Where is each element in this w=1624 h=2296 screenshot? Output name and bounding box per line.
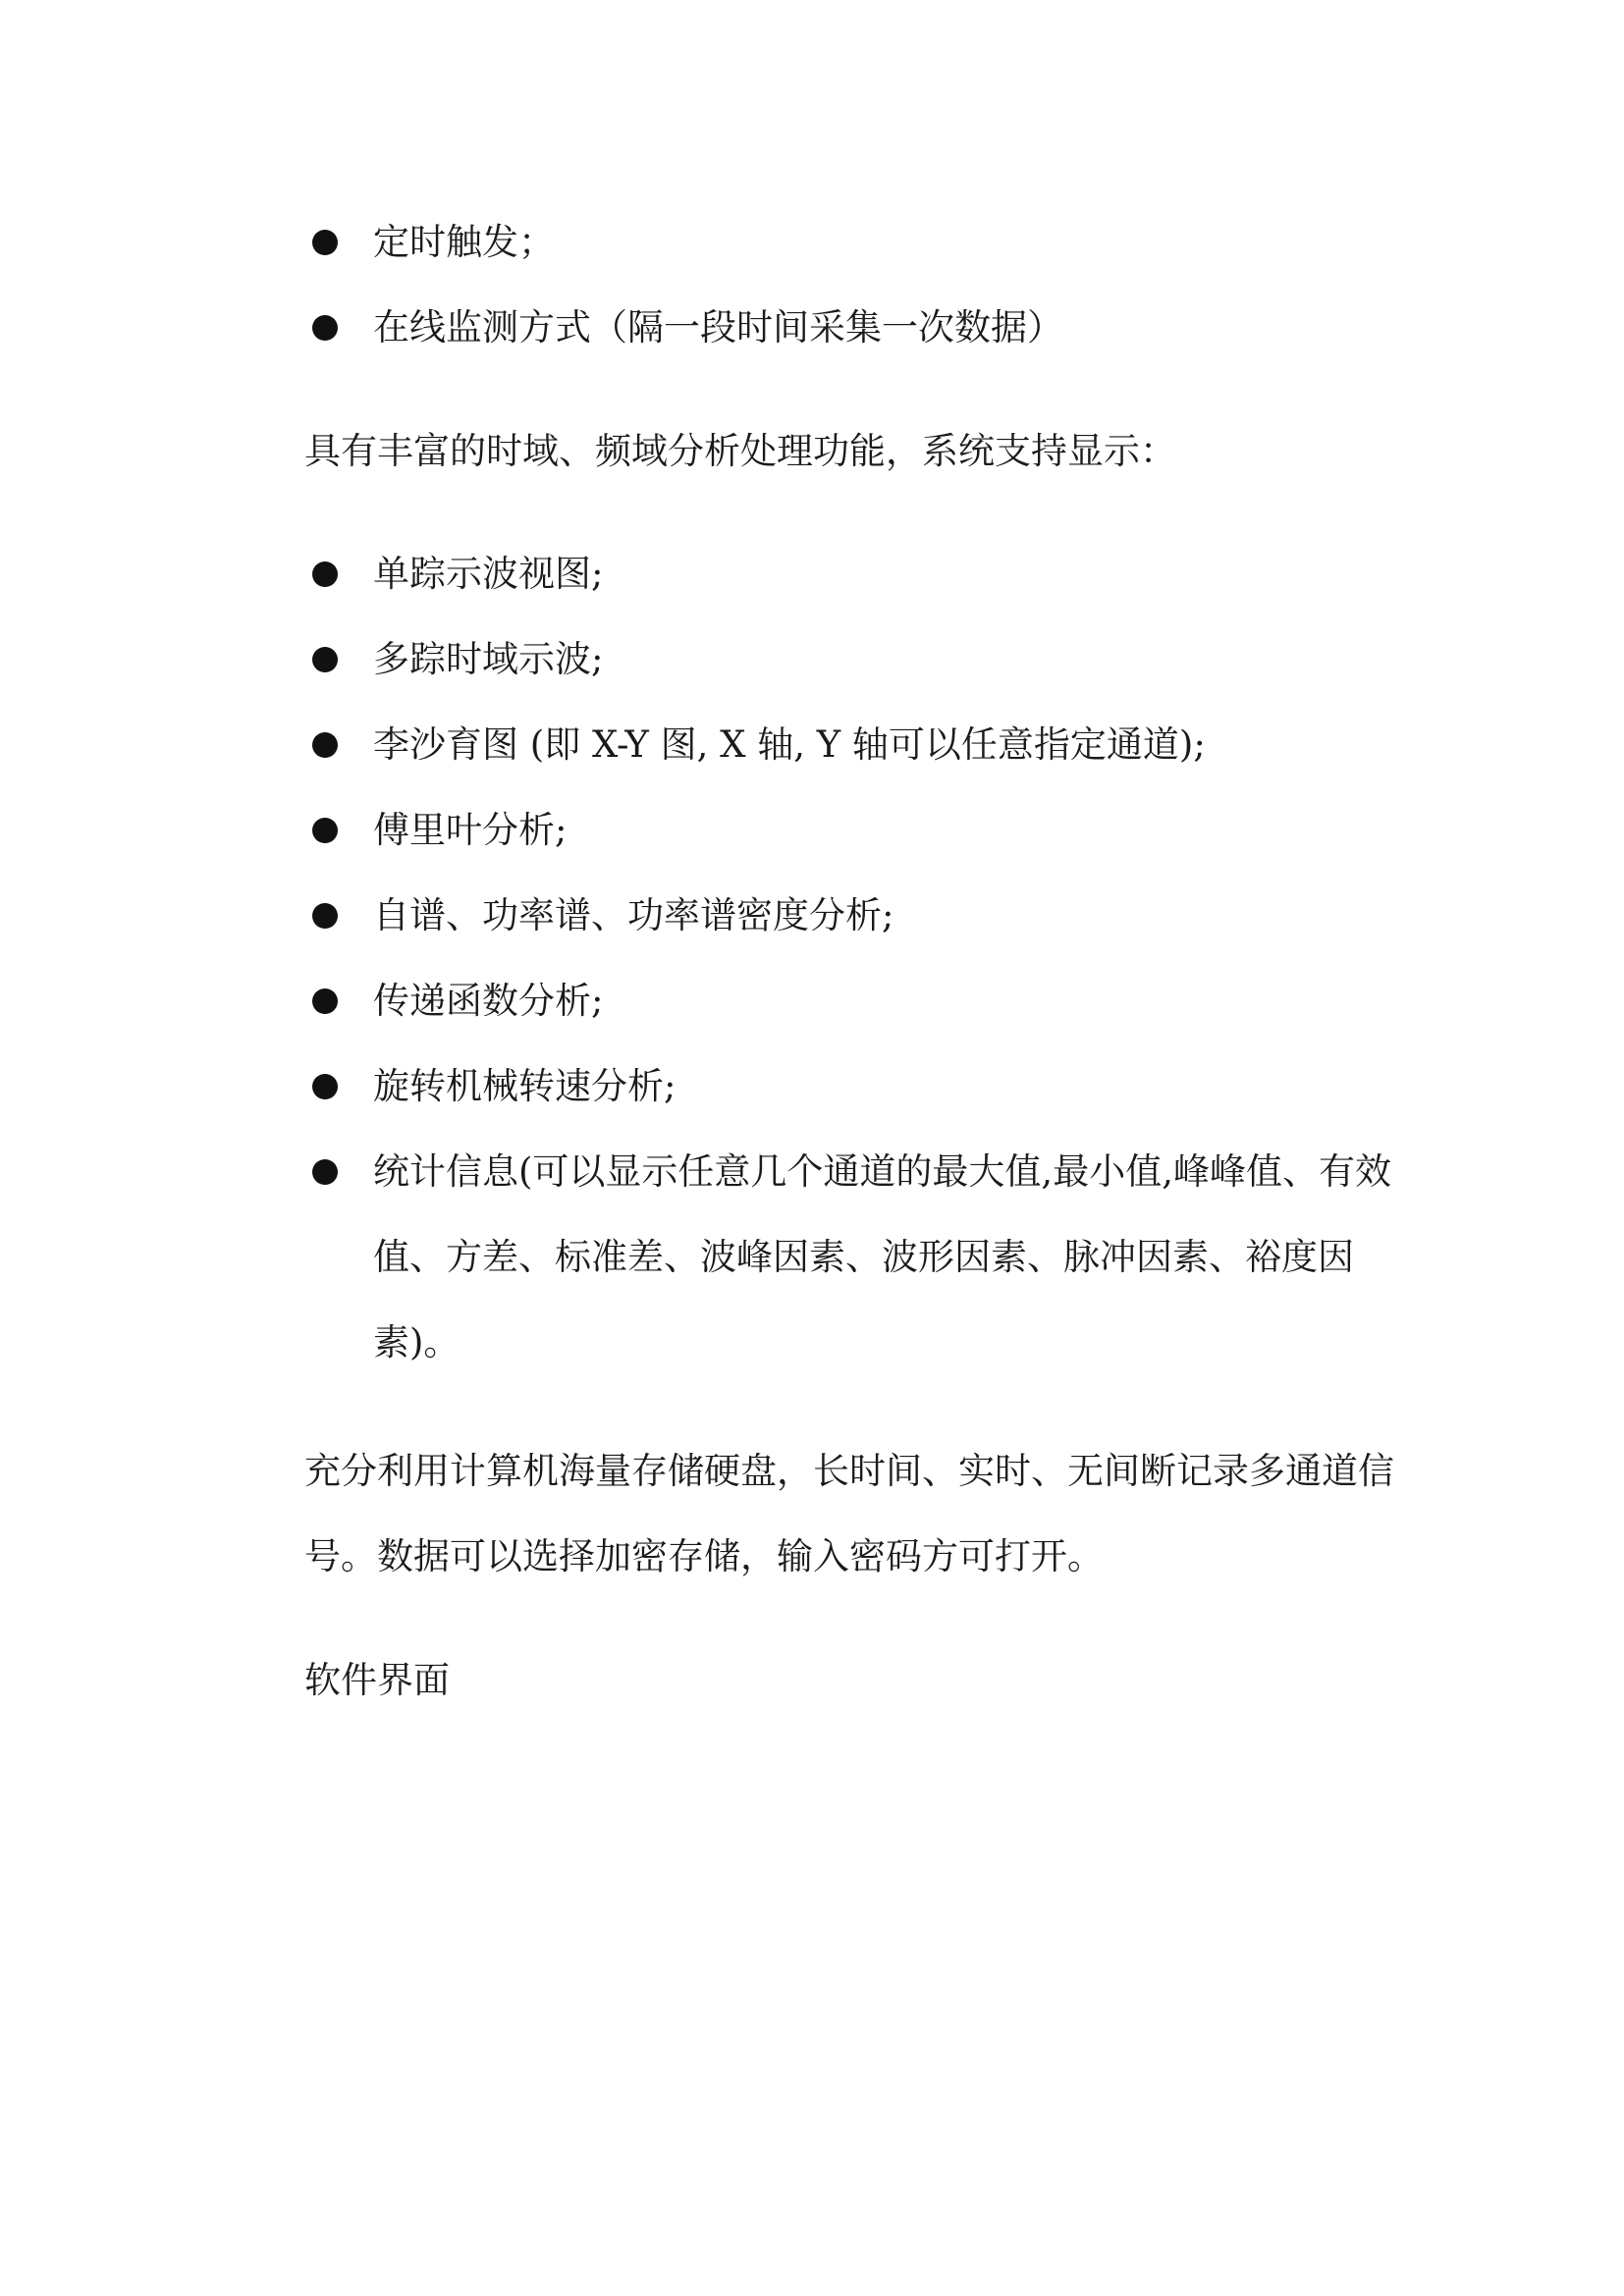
bullet-icon — [312, 561, 338, 587]
intro-paragraph: 具有丰富的时域、频域分析处理功能，系统支持显示： — [304, 430, 1176, 472]
list-item-text: 旋转机械转速分析; — [373, 1065, 677, 1107]
list-item-text: 自谱、功率谱、功率谱密度分析; — [373, 894, 894, 936]
bullet-icon — [312, 1074, 338, 1099]
list-item-text: 在线监测方式（隔一段时间采集一次数据） — [373, 306, 1063, 348]
list-item-text: 统计信息(可以显示任意几个通道的最大值,最小值,峰峰值、有效值、方差、标准差、波峰因素、波形因素、脉冲因素、裕度因素)。 — [373, 1150, 1391, 1363]
list-item-text: 多踪时域示波; — [373, 638, 604, 680]
storage-paragraph: 充分利用计算机海量存储硬盘，长时间、实时、无间断记录多通道信号。数据可以选择加密存储，输入密码方可打开。 — [304, 1450, 1394, 1577]
bullet-icon — [312, 1159, 338, 1185]
bullet-icon — [312, 903, 338, 929]
bullet-icon — [312, 647, 338, 672]
list-item-text: 定时触发； — [373, 221, 555, 263]
list-item-text: 李沙育图 (即 X-Y 图, X 轴, Y 轴可以任意指定通道); — [373, 723, 1206, 766]
bullet-icon — [312, 818, 338, 843]
bullet-icon — [312, 315, 338, 341]
section-caption: 软件界面 — [304, 1659, 450, 1701]
bullet-icon — [312, 988, 338, 1014]
list-item-text: 傅里叶分析; — [373, 809, 568, 851]
bullet-icon — [312, 732, 338, 758]
bullet-icon — [312, 230, 338, 255]
list-item-text: 单踪示波视图; — [373, 553, 604, 595]
list-item-text: 传递函数分析; — [373, 980, 604, 1022]
